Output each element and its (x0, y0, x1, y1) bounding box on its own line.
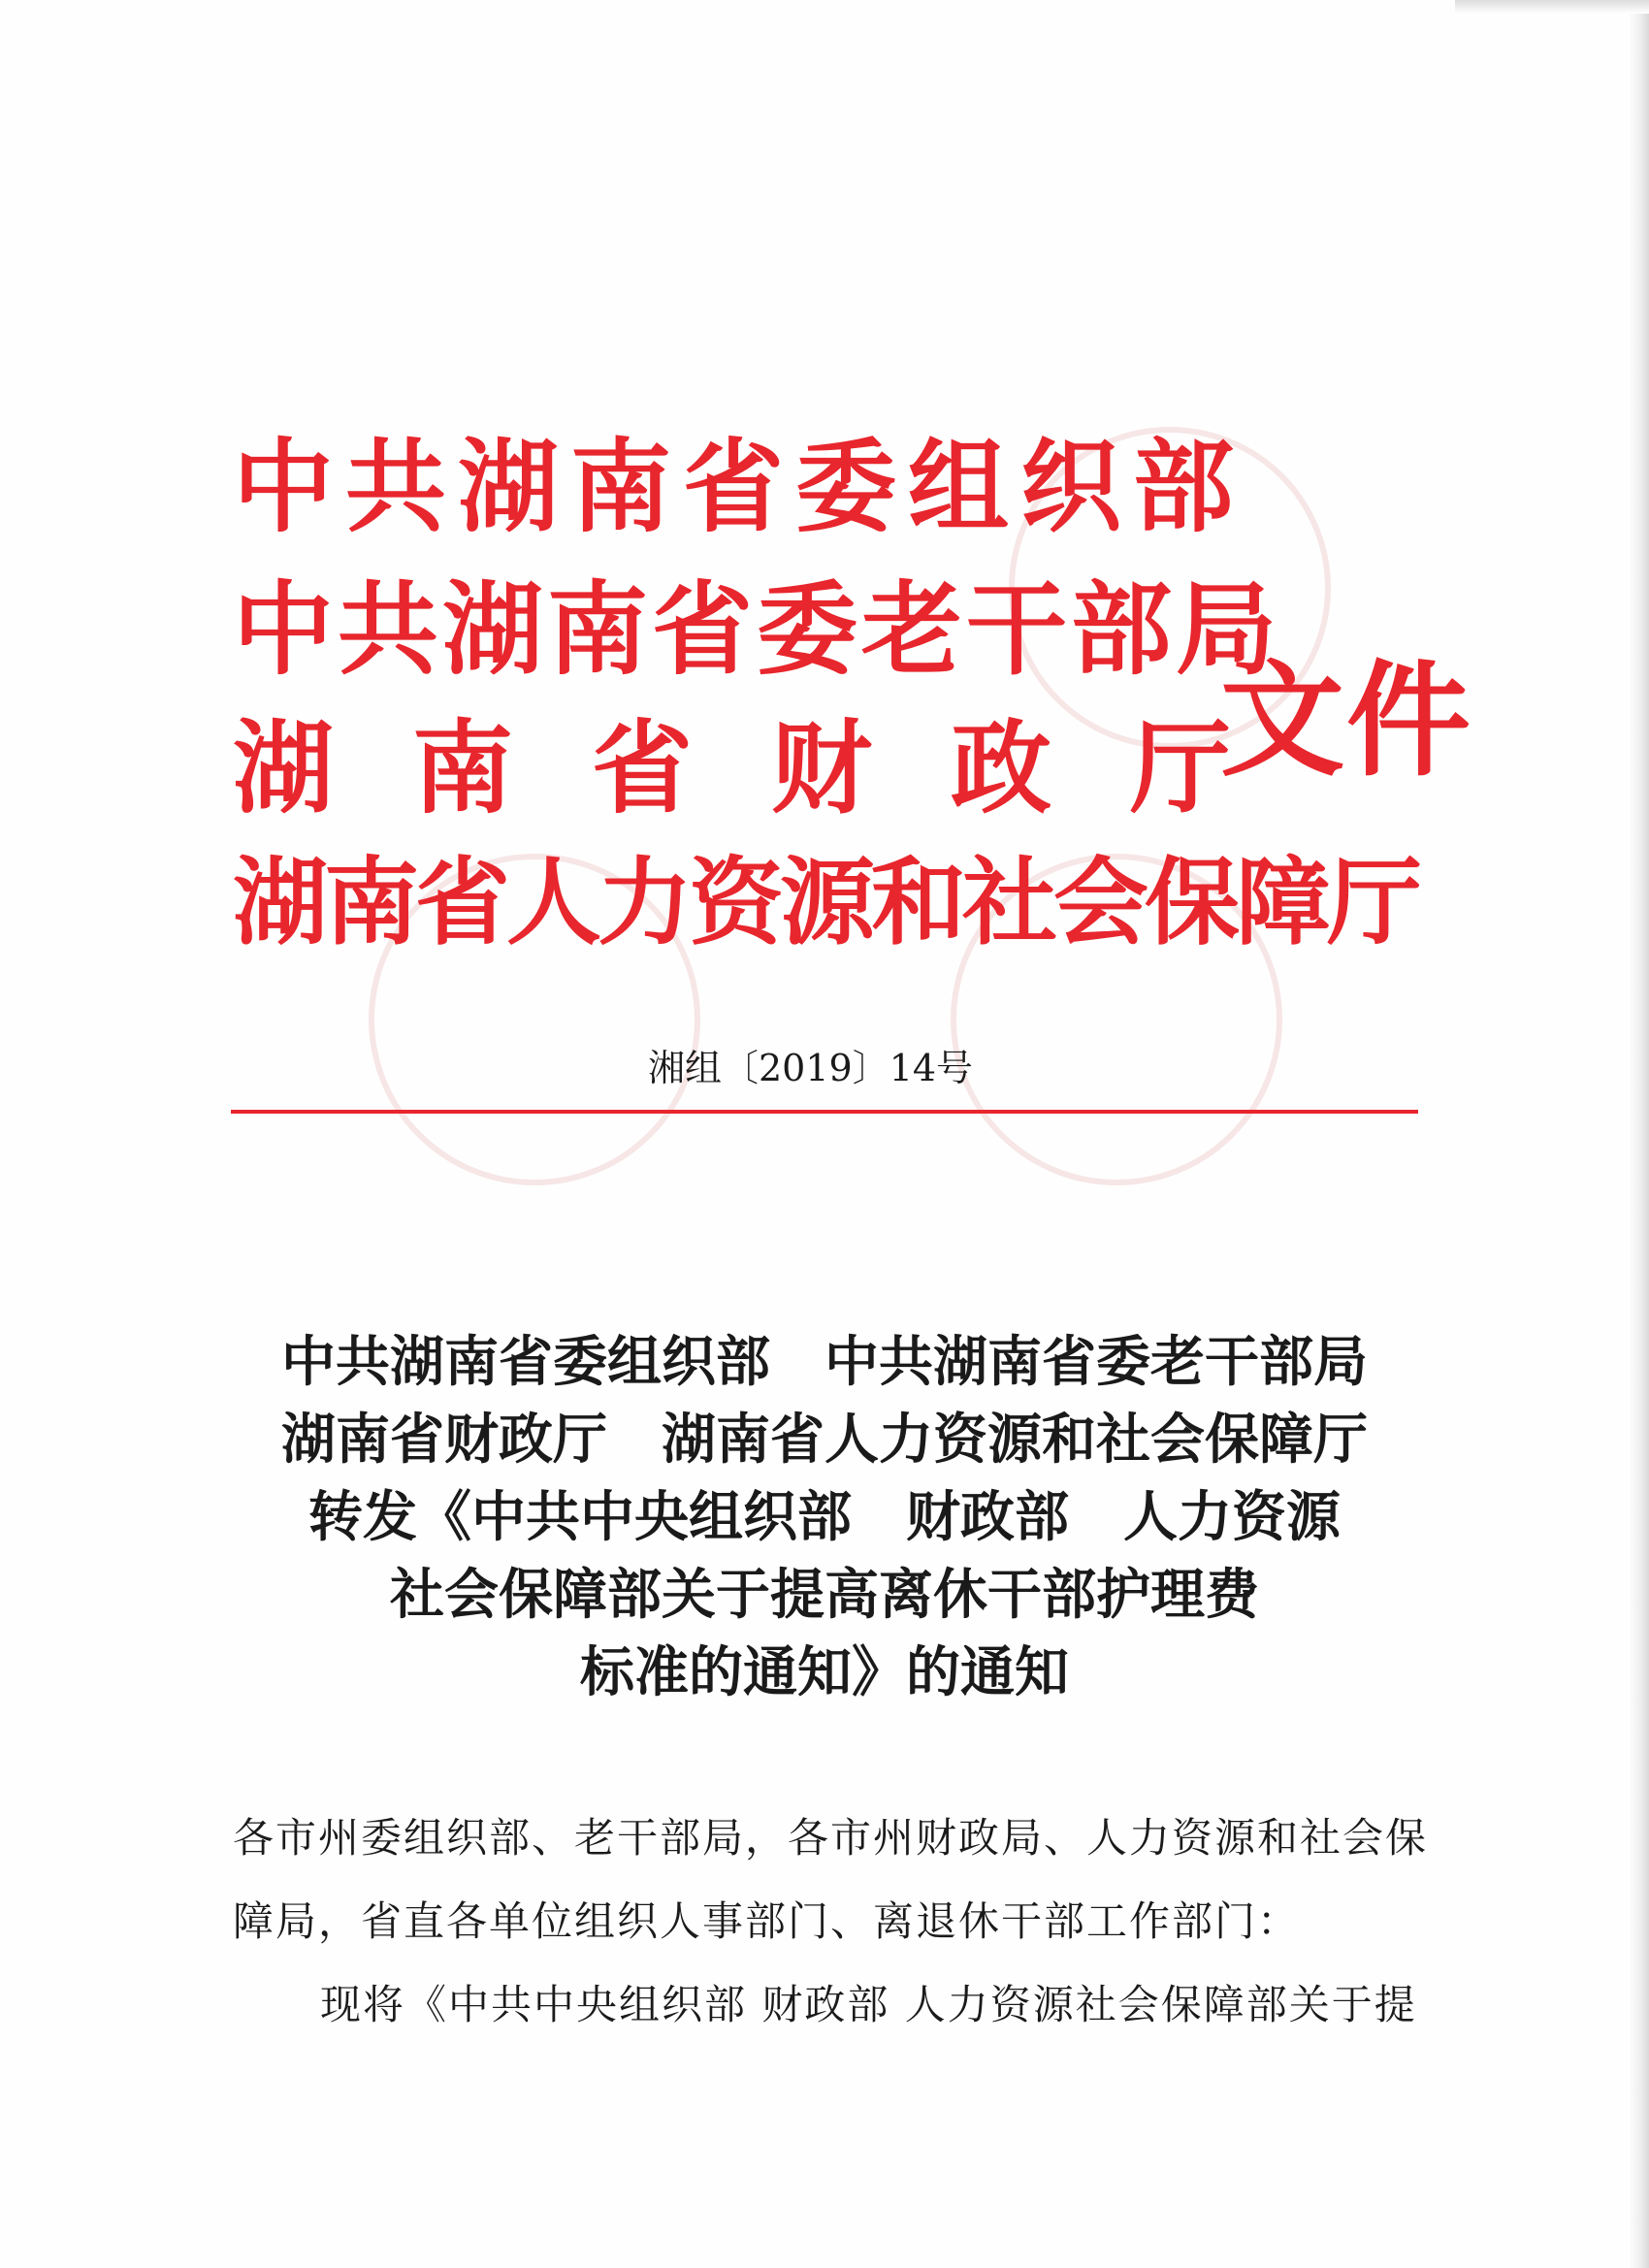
scan-edge-shadow (1628, 0, 1649, 2268)
issuer-line-4: 湖南省人力资源和社会保障厅 (233, 848, 1419, 958)
issuer-line-2: 中共湖南省委老干部局 (233, 570, 1281, 689)
document-title-line-4: 社会保障部关于提高离休干部护理费 (390, 1563, 1259, 1627)
document-title-line-2: 湖南省财政厅 湖南省人力资源和社会保障厅 (281, 1408, 1368, 1472)
body-paragraph-start: 现将《中共中央组织部 财政部 人力资源社会保障部关于提 (320, 1981, 1417, 2028)
document-title-line-1: 中共湖南省委组织部 中共湖南省委老干部局 (281, 1330, 1368, 1394)
red-separator-line (231, 1110, 1418, 1114)
issuer-line-3: 湖南省财政厅 (233, 709, 1310, 827)
recipients-line-2: 障局，省直各单位组织人事部门、离退休干部工作部门： (233, 1897, 1301, 1945)
recipients-line-1: 各市州委组织部、老干部局，各市州财政局、人力资源和社会保 (233, 1814, 1429, 1862)
document-number: 湘组〔2019〕14号 (648, 1047, 974, 1089)
issuer-line-1: 中共湖南省委组织部 (233, 428, 1246, 546)
document-title-line-5: 标准的通知》的通知 (580, 1640, 1069, 1704)
document-title-line-3: 转发《中共中央组织部 财政部 人力资源 (308, 1485, 1341, 1549)
scan-top-shadow (1455, 0, 1649, 14)
document-label: 文件 (1220, 649, 1473, 794)
